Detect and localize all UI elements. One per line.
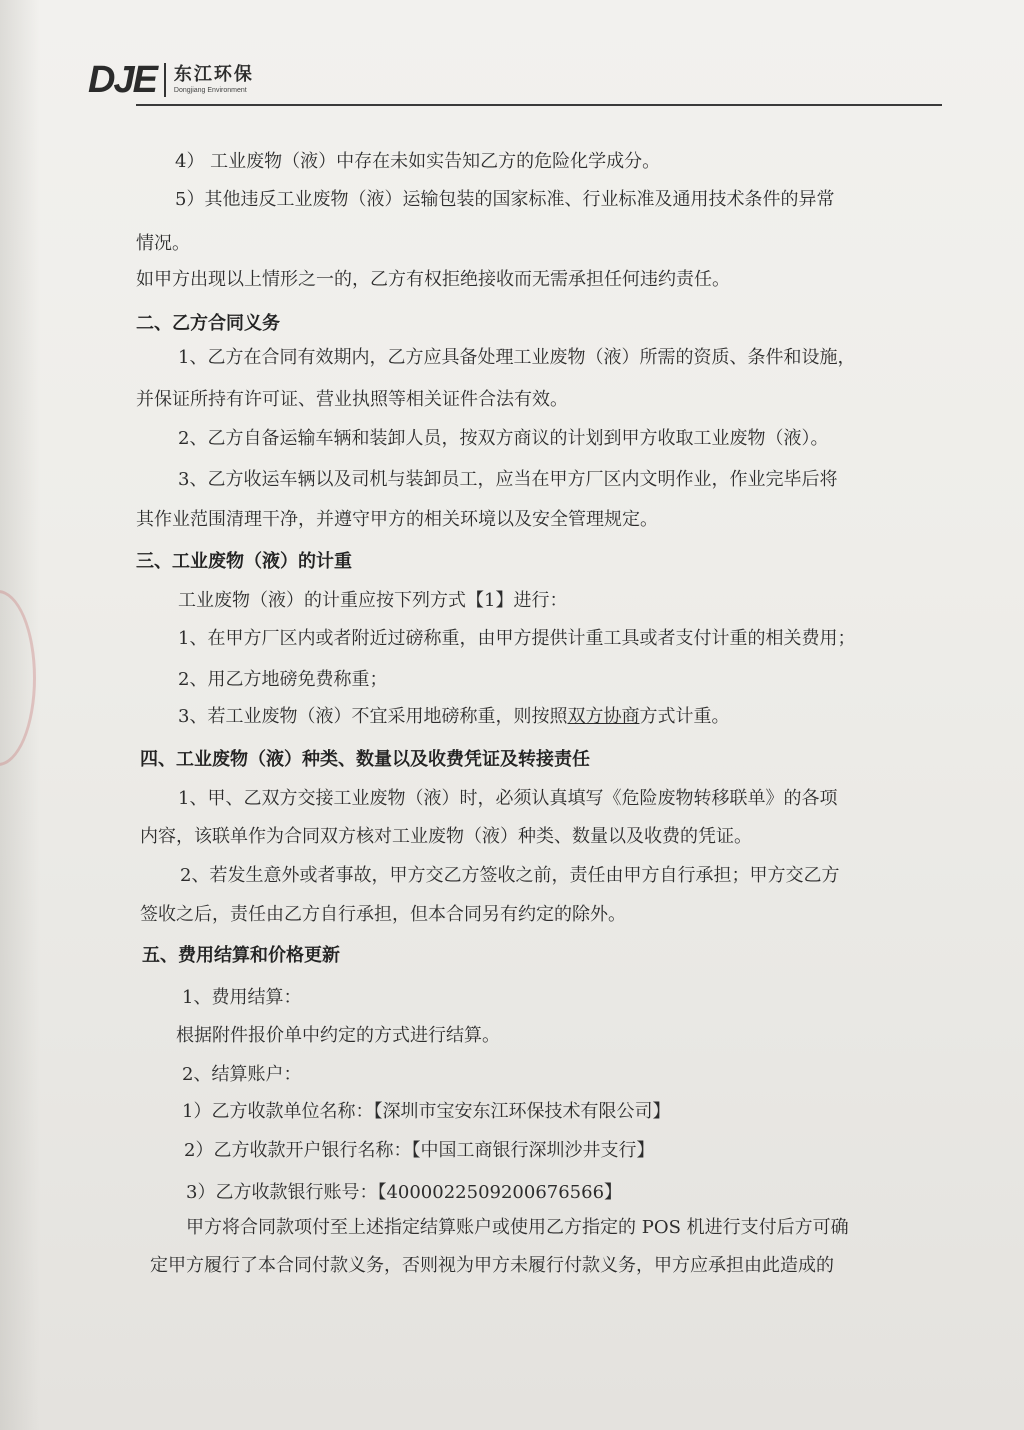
text-line: 4） 工业废物（液）中存在未如实告知乙方的危险化学成分。 xyxy=(175,151,661,172)
section-heading: 四、工业废物（液）种类、数量以及收费凭证及转接责任 xyxy=(140,749,590,770)
text-segment: 方式计重。 xyxy=(639,706,730,727)
text-line: 甲方将合同款项付至上述指定结算账户或使用乙方指定的 POS 机进行支付后方可确 xyxy=(186,1217,849,1238)
text-line: 其作业范围清理干净，并遵守甲方的相关环境以及安全管理规定。 xyxy=(136,509,658,530)
company-logo xyxy=(88,60,156,100)
company-name-cn: 东江环保 xyxy=(173,64,254,85)
text-line: 1、甲、乙双方交接工业废物（液）时，必须认真填写《危险废物转移联单》的各项 xyxy=(178,788,838,809)
text-line: 2、结算账户： xyxy=(182,1064,302,1085)
text-line: 1）乙方收款单位名称：【深圳市宝安东江环保技术有限公司】 xyxy=(182,1101,671,1122)
text-line: 内容，该联单作为合同双方核对工业废物（液）种类、数量以及收费的凭证。 xyxy=(140,826,752,847)
text-line: 1、乙方在合同有效期内，乙方应具备处理工业废物（液）所需的资质、条件和设施， xyxy=(178,347,856,368)
section-heading: 二、乙方合同义务 xyxy=(136,313,280,334)
text-line: 2、乙方自备运输车辆和装卸人员，按双方商议的计划到甲方收取工业废物（液）。 xyxy=(178,428,829,449)
text-line: 情况。 xyxy=(136,233,190,254)
header-divider xyxy=(136,104,942,106)
text-line: 2、若发生意外或者事故，甲方交乙方签收之前，责任由甲方自行承担；甲方交乙方 xyxy=(180,865,840,886)
text-line: 根据附件报价单中约定的方式进行结算。 xyxy=(176,1025,500,1046)
text-line: 3、乙方收运车辆以及司机与装卸员工，应当在甲方厂区内文明作业，作业完毕后将 xyxy=(178,469,838,490)
text-line: 2）乙方收款开户银行名称：【中国工商银行深圳沙井支行】 xyxy=(184,1140,655,1161)
text-segment: 3、若工业废物（液）不宜采用地磅称重，则按照 xyxy=(178,706,568,727)
logo-letters: DJE xyxy=(88,59,156,101)
text-line: 1、在甲方厂区内或者附近过磅称重，由甲方提供计重工具或者支付计重的相关费用； xyxy=(178,628,856,649)
underlined-fill-in: 双方协商 xyxy=(567,706,640,727)
text-line: 3）乙方收款银行账号：【4000022509200676566】 xyxy=(186,1182,623,1203)
company-name-en: Dongjiang Environment xyxy=(173,87,247,94)
logo-text xyxy=(174,64,254,96)
text-line: 并保证所持有许可证、营业执照等相关证件合法有效。 xyxy=(136,389,568,410)
logo-divider xyxy=(164,63,166,97)
letterhead xyxy=(88,58,254,102)
text-line: 定甲方履行了本合同付款义务，否则视为甲方未履行付款义务，甲方应承担由此造成的 xyxy=(150,1255,834,1276)
text-line: 2、用乙方地磅免费称重； xyxy=(178,669,388,690)
text-line: 签收之后，责任由乙方自行承担，但本合同另有约定的除外。 xyxy=(140,904,626,925)
section-heading: 三、工业废物（液）的计重 xyxy=(136,551,352,572)
section-heading: 五、费用结算和价格更新 xyxy=(142,945,340,966)
text-line: 5）其他违反工业废物（液）运输包装的国家标准、行业标准及通用技术条件的异常 xyxy=(175,189,835,210)
text-line: 工业废物（液）的计重应按下列方式【1】进行： xyxy=(178,590,568,611)
text-line: 如甲方出现以上情形之一的，乙方有权拒绝接收而无需承担任何违约责任。 xyxy=(136,269,730,290)
text-line: 1、费用结算： xyxy=(182,987,302,1008)
text-line xyxy=(178,705,729,729)
